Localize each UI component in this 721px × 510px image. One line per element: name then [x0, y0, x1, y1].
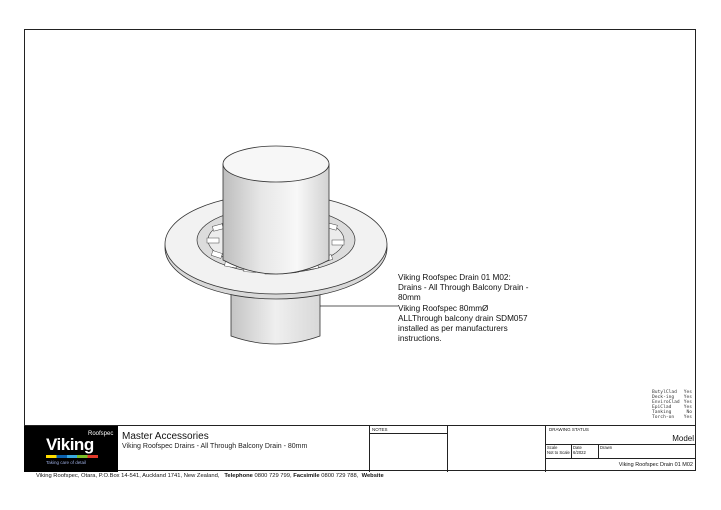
status-label: DRAWING STATUS: [549, 427, 589, 432]
logo-brand: Viking: [46, 435, 94, 454]
callout-line: Drains - All Through Balcony Drain -: [398, 283, 529, 293]
callout-line: 80mm: [398, 293, 421, 303]
callout-line: Viking Roofspec Drain 01 M02:: [398, 273, 511, 282]
status-value: Model: [672, 434, 694, 443]
system-compatibility-list: [652, 390, 692, 420]
title-block: [24, 425, 696, 472]
drawing-name: Viking Roofspec Drain 01 M02: [618, 462, 693, 468]
logo-tagline: Taking care of detail: [46, 460, 87, 465]
scale-value: Not to Scale: [547, 450, 570, 455]
callout-text: [398, 273, 548, 344]
footer-contact: Viking Roofspec, Otara, P.O.Box 14-541, Auckland 1741, New Zealand, Telephone 0800 729 799, Facsimile 0800 729 788, Website: [36, 473, 384, 479]
drain-cylinder-top: [223, 146, 329, 182]
spec-row: Deck-ing Yes: [652, 395, 692, 400]
spec-row: Torch-on Yes: [652, 415, 692, 420]
viking-logo: [24, 426, 118, 472]
drawing-status-box: [545, 426, 696, 472]
project-title: Master Accessories: [122, 431, 209, 442]
spec-row: ButylClad Yes: [652, 390, 692, 395]
blank-cell: [446, 426, 546, 472]
callout-line: ALLThrough balcony drain SDM057: [398, 313, 528, 323]
callout-line: instructions.: [398, 334, 442, 344]
spec-row: Tanking No: [652, 410, 692, 415]
date-value: 6/2022: [573, 450, 586, 455]
callout-line: Viking Roofspec 80mmØ: [398, 303, 489, 313]
logo-color-stripe: [46, 455, 98, 458]
date-label: Date: [573, 445, 582, 450]
spec-row: EpiClad Yes: [652, 405, 692, 410]
logo-sub: Roofspec: [88, 431, 114, 437]
scale-label: Scale: [547, 445, 558, 450]
project-subtitle: Viking Roofspec Drains - All Through Balcony Drain - 80mm: [122, 443, 308, 450]
drawn-label: Drawn: [600, 445, 613, 450]
notes-label: NOTES: [372, 427, 388, 432]
spec-row: EnviroClad Yes: [652, 400, 692, 405]
notes-box: [369, 426, 448, 472]
callout-line: installed as per manufacturers: [398, 324, 508, 334]
website-link[interactable]: Website: [361, 473, 384, 479]
